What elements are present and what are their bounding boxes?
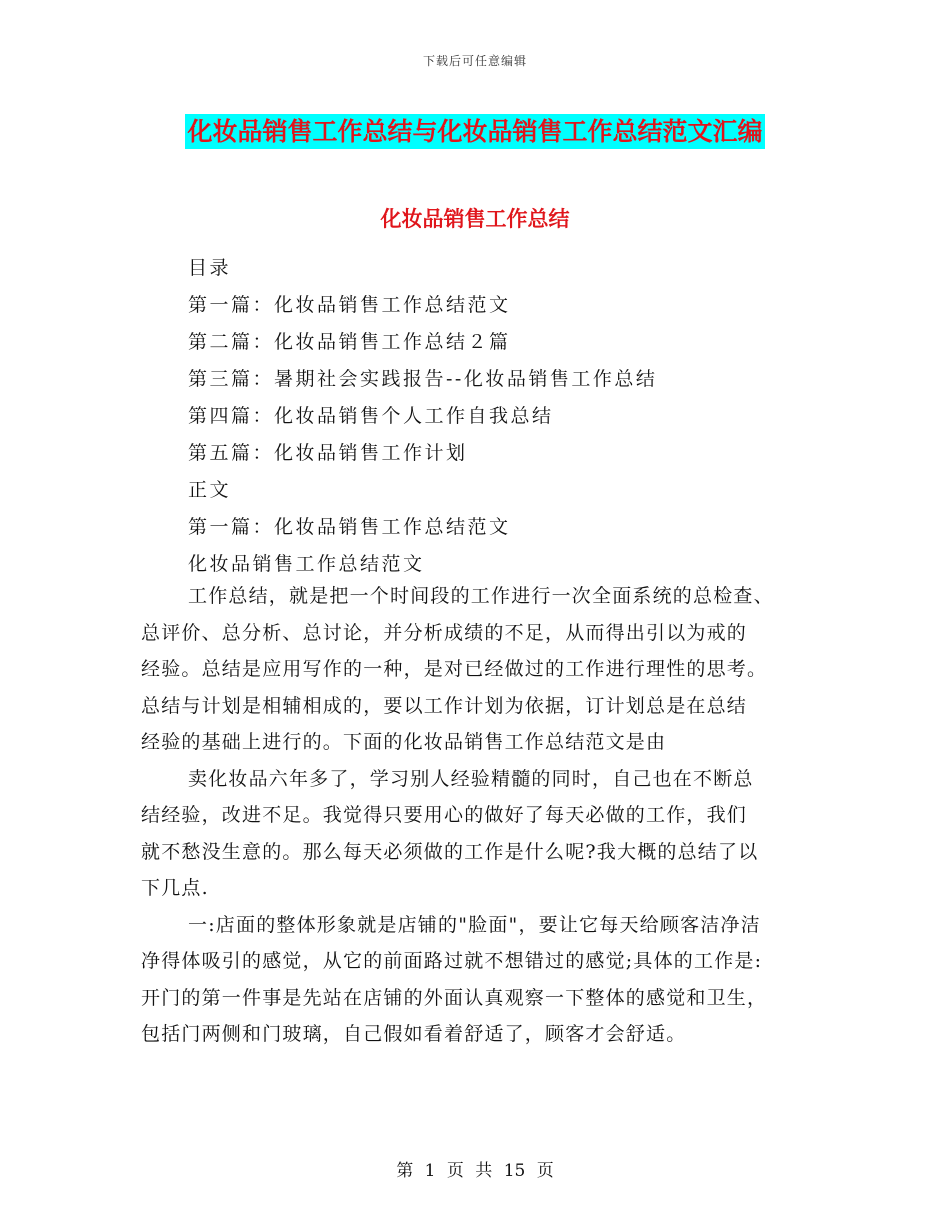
text-line: 一:店面的整体形象就是店铺的"脸面"，要让它每天给顾客洁净洁 xyxy=(188,913,761,936)
toc-line: 第三篇：暑期社会实践报告--化妆品销售工作总结 xyxy=(188,368,658,390)
toc-line: 化妆品销售工作总结范文 xyxy=(188,553,425,575)
text-line: 结经验，改进不足。我觉得只要用心的做好了每天必做的工作，我们 xyxy=(141,804,748,826)
toc-line: 第四篇：化妆品销售个人工作自我总结 xyxy=(188,405,554,427)
paragraph xyxy=(141,761,811,907)
text-line: 工作总结，就是把一个时间段的工作进行一次全面系统的总检查、 xyxy=(188,585,774,607)
paragraph xyxy=(141,907,811,1053)
body-text xyxy=(141,578,811,1053)
text-line: 开门的第一件事是先站在店铺的外面认真观察一下整体的感觉和卫生， xyxy=(141,986,768,1009)
toc-line: 正文 xyxy=(188,479,232,501)
text-line: 总结与计划是相辅相成的，要以工作计划为依据，订计划总是在总结 xyxy=(141,694,748,717)
text-line: 就不愁没生意的。那么每天必须做的工作是什么呢?我大概的总结了以 xyxy=(141,840,759,863)
main-title-text: 化妆品销售工作总结与化妆品销售工作总结范文汇编 xyxy=(185,114,764,149)
toc-line: 第二篇：化妆品销售工作总结２篇 xyxy=(188,331,511,353)
text-line: 卖化妆品六年多了，学习别人经验精髓的同时，自己也在不断总 xyxy=(188,767,754,790)
table-of-contents xyxy=(188,250,828,583)
text-line: 下几点. xyxy=(141,877,209,899)
page-footer: 第 1 页 共 15 页 xyxy=(396,1161,554,1181)
text-line: 净得体吸引的感觉，从它的前面路过就不想错过的感觉;具体的工作是: xyxy=(141,950,763,972)
text-line: 经验的基础上进行的。下面的化妆品销售工作总结范文是由 xyxy=(141,731,667,753)
header-note: 下载后可任意编辑 xyxy=(422,54,527,68)
text-line: 总评价、总分析、总讨论，并分析成绩的不足，从而得出引以为戒的 xyxy=(141,621,748,644)
main-title xyxy=(0,112,950,148)
sub-title: 化妆品销售工作总结 xyxy=(380,207,570,231)
toc-line: 目录 xyxy=(188,257,232,279)
text-line: 包括门两侧和门玻璃，自己假如看着舒适了，顾客才会舒适。 xyxy=(141,1023,687,1045)
text-line: 经验。总结是应用写作的一种，是对已经做过的工作进行理性的思考。 xyxy=(141,658,768,680)
paragraph xyxy=(141,578,811,761)
toc-line: 第一篇：化妆品销售工作总结范文 xyxy=(188,294,511,316)
toc-line: 第五篇：化妆品销售工作计划 xyxy=(188,442,468,464)
toc-line: 第一篇：化妆品销售工作总结范文 xyxy=(188,516,511,538)
